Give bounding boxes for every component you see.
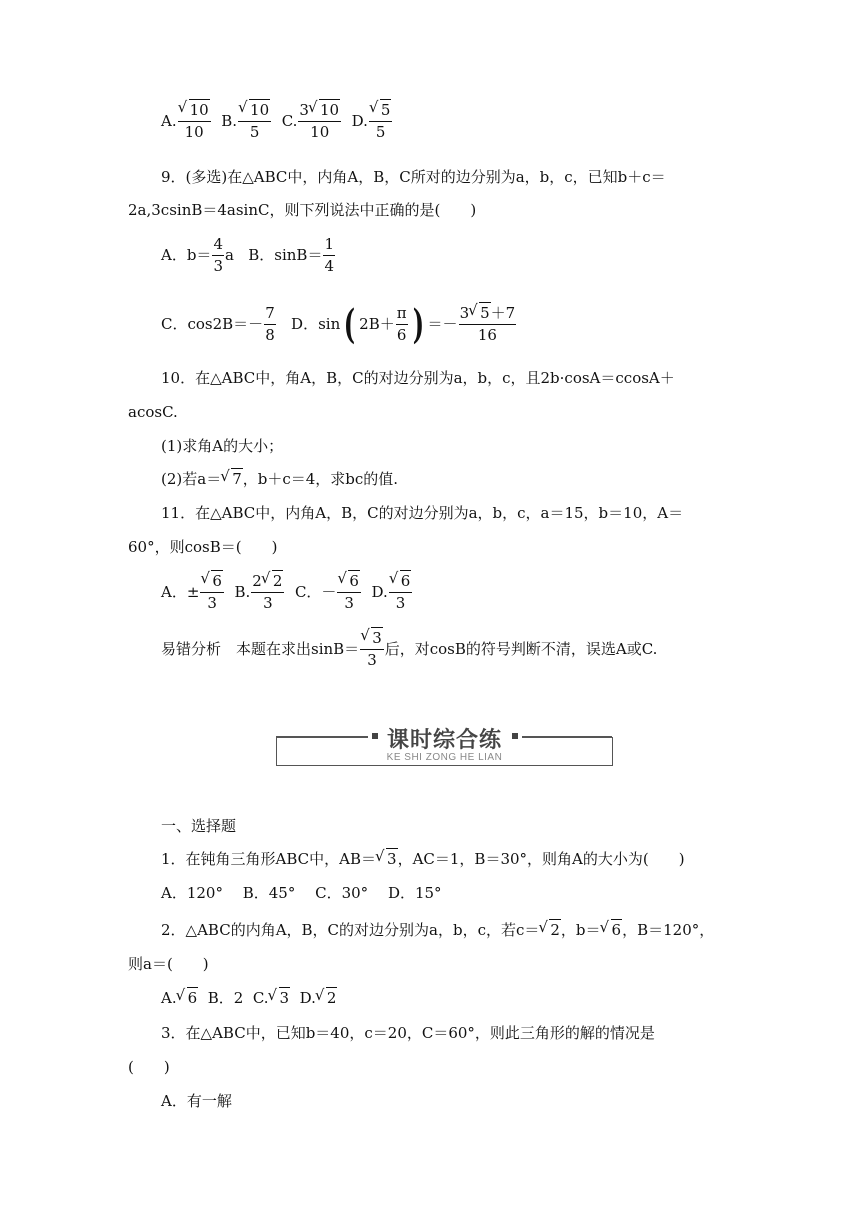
banner-title: 课时综合练 (386, 728, 502, 753)
q9-options-cd: C．cos2B＝－ $\frac{7}{8}$ D．sin( 2B＋ $\frac{\pi}{6}$ ) ＝－ $\frac{3√ 5+7}{16}$ (161, 305, 517, 345)
left-paren: ( (344, 301, 356, 348)
q11-line1: 11．在△ABC中，内角A，B，C的对边分别为a，b，c，a＝15，b＝10，A＝ (161, 504, 684, 522)
q11-line2: 60°，则cosB＝( ) (128, 538, 278, 556)
p1-options: A．120° B．45° C．30° D．15° (161, 884, 442, 902)
section-heading: 一、选择题 (161, 817, 237, 835)
q9-options-ab: A．b＝ $\frac{4}{3}$ a B．sinB＝ $\frac{1}{4}$ (161, 235, 334, 275)
q8-options (161, 103, 393, 141)
q10-part2: (2)若a＝√ 7，b＋c＝4，求bc的值. (161, 472, 398, 487)
option-label: C. (281, 111, 298, 130)
q9-line1: 9．(多选)在△ABC中，内角A，B，C所对的边分别为a，b，c，已知b＋c＝ (161, 168, 666, 186)
fraction: √ $\frac{10}{10}$ (178, 103, 211, 141)
p2-line2: 则a＝( ) (128, 955, 209, 973)
right-paren: ) (412, 301, 424, 348)
q9-line2: 2a,3csinB＝4asinC，则下列说法中正确的是( ) (128, 201, 477, 219)
q10-part1: (1)求角A的大小； (161, 437, 284, 455)
p1-line1: 1．在钝角三角形ABC中，AB＝√ 3，AC＝1，B＝30°，则角A的大小为( ) (161, 852, 685, 867)
option-label: D. (351, 111, 368, 130)
q10-line1: 10．在△ABC中，角A，B，C的对边分别为a，b，c，且2b·cosA＝ccosA＋ (161, 369, 675, 387)
q10-line2: acosC. (128, 403, 178, 421)
option-label: A. (161, 111, 177, 130)
section-banner (276, 723, 613, 767)
p3-line2: ( ) (128, 1058, 170, 1076)
p3-option-a: A．有一解 (161, 1092, 232, 1110)
p2-line1: 2．△ABC的内角A，B，C的对边分别为a，b，c，若c＝√ 2，b＝√ 6，B＝120°， (161, 923, 714, 938)
fraction: √ $\frac{10}{5}$ (238, 103, 271, 141)
p3-line1: 3．在△ABC中，已知b＝40，c＝20，C＝60°，则此三角形的解的情况是 (161, 1024, 655, 1042)
option-label: B. (221, 111, 238, 130)
banner-subtitle: KE SHI ZONG HE LIAN (386, 752, 503, 763)
q11-options: A．± √ $\frac{6}{3}$ B. $\frac{2√ 2}{3}$ C．－ √ $\frac{6}{3}$ D. √ $\frac{6}{3}$ (161, 574, 413, 612)
error-analysis: 易错分析 本题在求出sinB＝ √ $\frac{3}{3}$ 后，对cosB的符号判断不清，误选A或C. (161, 631, 657, 669)
fraction: $\frac{3√ 10}{10}$ (298, 103, 341, 141)
fraction: √ $\frac{5}{5}$ (369, 103, 393, 141)
p2-options: A.√ 6 B．2 C.√ 3 D.√ 2 (161, 991, 337, 1006)
